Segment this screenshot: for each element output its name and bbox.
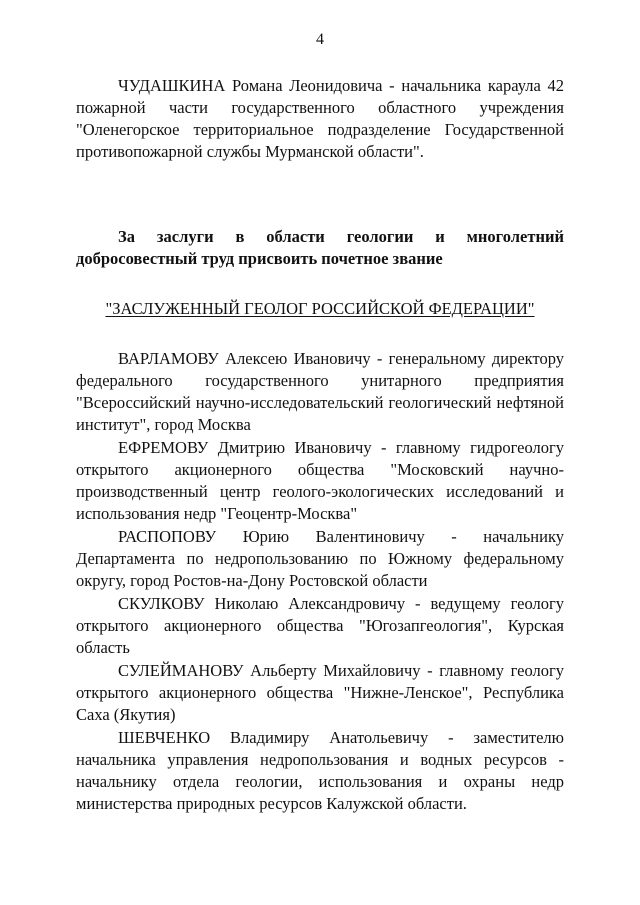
recipient-paragraph: РАСПОПОВУ Юрию Валентиновичу - начальнику Департамента по недропользованию по Южному федеральному округу, город Ростов-на-Дону Ростовской области [76, 527, 564, 590]
recipient-list [76, 348, 564, 815]
recipient-paragraph: СКУЛКОВУ Николаю Александровичу - ведущему геологу открытого акционерного общества "Югозапгеология", Курская область [76, 594, 564, 657]
recipient-paragraph: ВАРЛАМОВУ Алексею Ивановичу - генеральному директору федерального государственного унитарного предприятия "Всероссийский научно-исследовательский геологический нефтяной институт", город Москва [76, 349, 564, 434]
recipient-paragraph: ШЕВЧЕНКО Владимиру Анатольевичу - заместителю начальника управления недропользования и водных ресурсов - начальнику отдела геологии, использования и охраны недр министерства природных ресурсов Калужской области. [76, 728, 564, 813]
intro-paragraph: ЧУДАШКИНА Романа Леонидовича - начальника караула 42 пожарной части государственного областного учреждения "Оленегорское территориальное подразделение Государственной противопожарной службы Мурманской области". [76, 76, 564, 161]
recipient-paragraph: СУЛЕЙМАНОВУ Альберту Михайловичу - главному геологу открытого акционерного общества "Нижне-Ленское", Республика Саха (Якутия) [76, 661, 564, 724]
recipient-paragraph: ЕФРЕМОВУ Дмитрию Ивановичу - главному гидрогеологу открытого акционерного общества "Московский научно-производственный центр геолого-экологических исследований и использования недр "Геоцентр-Москва" [76, 438, 564, 523]
award-heading: За заслуги в области геологии и многолетний добросовестный труд присвоить почетное звание [76, 227, 564, 268]
award-title: "ЗАСЛУЖЕННЫЙ ГЕОЛОГ РОССИЙСКОЙ ФЕДЕРАЦИИ" [105, 299, 535, 318]
page-number: 4 [316, 31, 324, 48]
document-body [76, 75, 564, 815]
